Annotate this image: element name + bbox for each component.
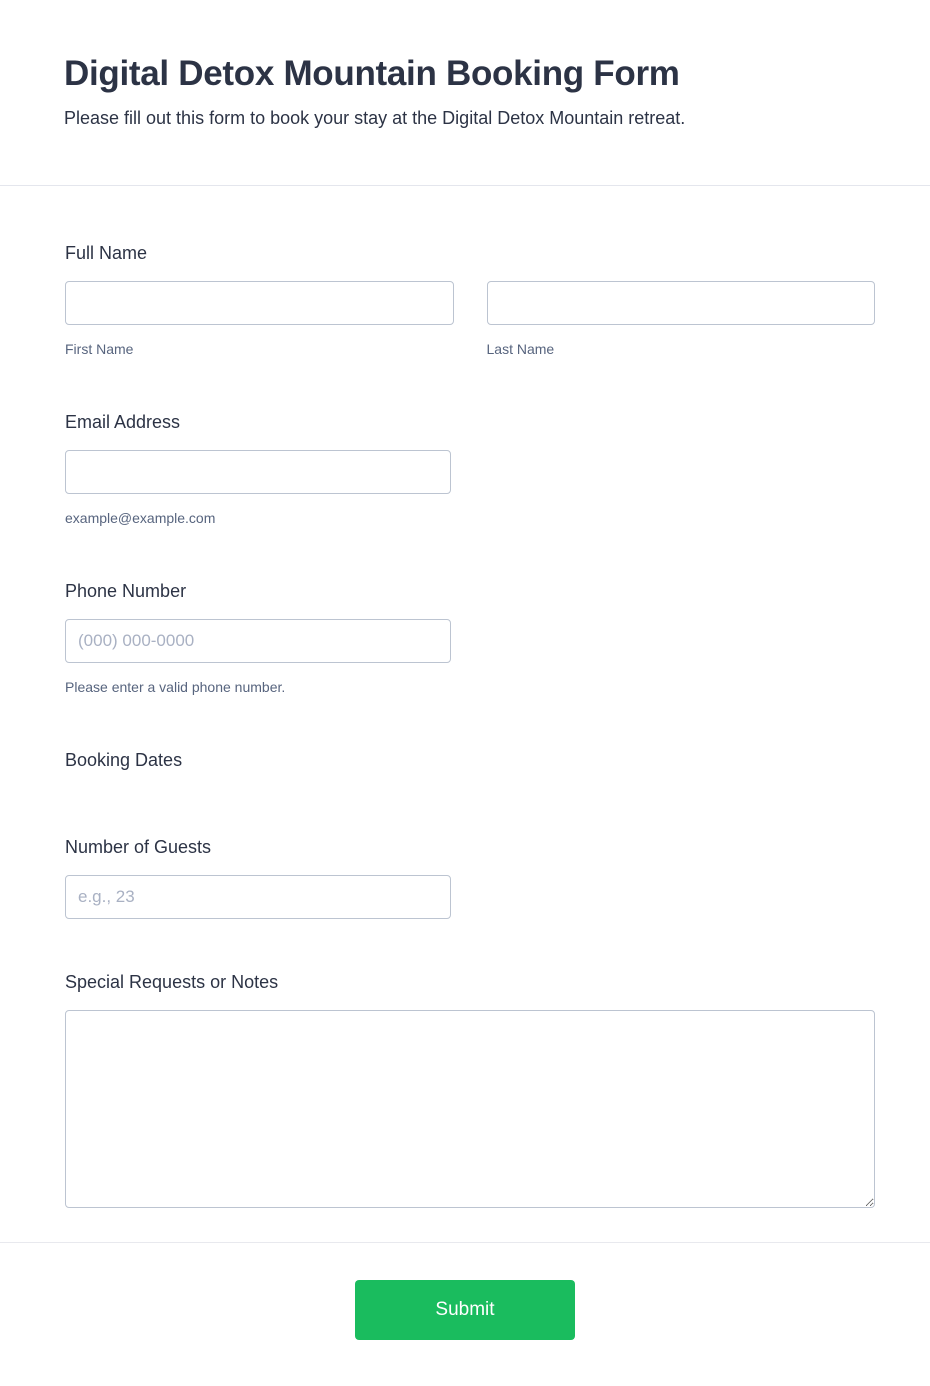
- question-phone: [65, 578, 875, 697]
- question-booking-dates: [65, 747, 875, 773]
- notes-label: Special Requests or Notes: [65, 972, 279, 992]
- submit-button[interactable]: Submit: [355, 1280, 575, 1340]
- phone-label: Phone Number: [65, 581, 187, 601]
- email-sublabel: example@example.com: [65, 510, 216, 526]
- first-name-input[interactable]: [65, 281, 454, 325]
- form-body: [0, 240, 930, 1208]
- phone-input[interactable]: [65, 619, 451, 663]
- full-name-label: Full Name: [65, 243, 148, 263]
- booking-dates-label: Booking Dates: [65, 750, 183, 770]
- first-name-sublabel: First Name: [65, 341, 134, 357]
- question-full-name: [65, 240, 875, 359]
- name-row: [65, 281, 875, 359]
- email-input[interactable]: [65, 450, 451, 494]
- question-notes: [65, 969, 875, 1208]
- question-guests: [65, 834, 875, 919]
- notes-textarea[interactable]: [65, 1010, 875, 1208]
- email-label: Email Address: [65, 412, 181, 432]
- first-name-column: [65, 281, 454, 359]
- form-header: [0, 0, 930, 186]
- page-subtitle: Please fill out this form to book your stay at the Digital Detox Mountain retreat.: [64, 108, 686, 128]
- last-name-sublabel: Last Name: [486, 341, 555, 357]
- footer-divider: [0, 1242, 930, 1243]
- last-name-column: [487, 281, 876, 359]
- question-email: [65, 409, 875, 528]
- guests-label: Number of Guests: [65, 837, 212, 857]
- page-title: Digital Detox Mountain Booking Form: [64, 54, 680, 93]
- guests-input[interactable]: [65, 875, 451, 919]
- phone-sublabel: Please enter a valid phone number.: [65, 679, 286, 695]
- last-name-input[interactable]: [487, 281, 876, 325]
